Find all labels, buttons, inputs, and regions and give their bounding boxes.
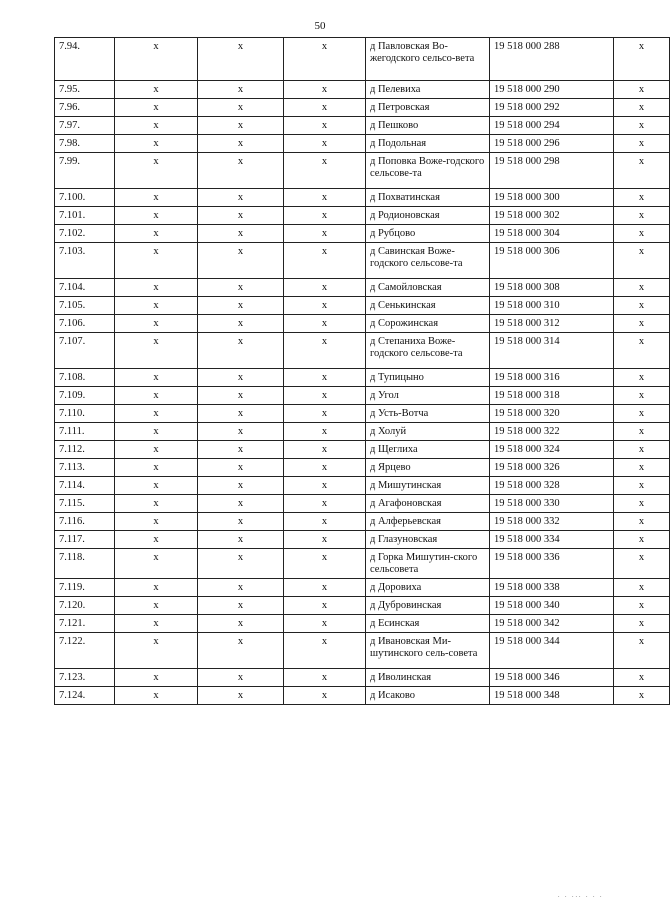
table-row [55,549,670,579]
cell-mark: х [614,669,670,687]
oktmo-code: 19 518 000 334 [490,531,614,549]
cell-mark: х [198,513,284,531]
table-row [55,153,670,189]
row-number: 7.94. [55,38,115,81]
row-number: 7.118. [55,549,115,579]
cell-mark: х [115,207,198,225]
oktmo-code: 19 518 000 288 [490,38,614,81]
oktmo-code: 19 518 000 314 [490,333,614,369]
cell-mark: х [198,243,284,279]
oktmo-code: 19 518 000 324 [490,441,614,459]
table-row [55,243,670,279]
settlement-name: д Доровиха [366,579,490,597]
cell-mark: х [284,513,366,531]
cell-mark: х [614,405,670,423]
cell-mark: х [614,633,670,669]
row-number: 7.111. [55,423,115,441]
cell-mark: х [614,549,670,579]
settlement-name: д Усть-Вотча [366,405,490,423]
settlement-name: д Похватинская [366,189,490,207]
row-number: 7.119. [55,579,115,597]
row-number: 7.115. [55,495,115,513]
row-number: 7.122. [55,633,115,669]
table-row [55,333,670,369]
cell-mark: х [284,633,366,669]
row-number: 7.100. [55,189,115,207]
cell-mark: х [284,315,366,333]
oktmo-code: 19 518 000 298 [490,153,614,189]
cell-mark: х [198,597,284,615]
cell-mark: х [284,207,366,225]
cell-mark: х [115,153,198,189]
cell-mark: х [198,81,284,99]
cell-mark: х [115,279,198,297]
cell-mark: х [284,441,366,459]
row-number: 7.103. [55,243,115,279]
cell-mark: х [198,369,284,387]
table-row [55,459,670,477]
table-row [55,81,670,99]
settlement-name: д Исаково [366,687,490,705]
cell-mark: х [614,243,670,279]
settlement-name: д Алферьевская [366,513,490,531]
cell-mark: х [115,369,198,387]
cell-mark: х [115,687,198,705]
cell-mark: х [115,597,198,615]
settlement-name: д Сенькинская [366,297,490,315]
cell-mark: х [198,531,284,549]
settlement-name: д Тупицыно [366,369,490,387]
cell-mark: х [284,279,366,297]
settlement-name: д Есинская [366,615,490,633]
cell-mark: х [198,387,284,405]
row-number: 7.107. [55,333,115,369]
cell-mark: х [614,477,670,495]
table-row [55,135,670,153]
cell-mark: х [115,117,198,135]
oktmo-code: 19 518 000 292 [490,99,614,117]
oktmo-code: 19 518 000 342 [490,615,614,633]
cell-mark: х [198,117,284,135]
oktmo-code: 19 518 000 336 [490,549,614,579]
settlement-name: д Глазуновская [366,531,490,549]
oktmo-code: 19 518 000 320 [490,405,614,423]
settlement-name: д Холуй [366,423,490,441]
row-number: 7.102. [55,225,115,243]
table-row [55,297,670,315]
cell-mark: х [284,669,366,687]
table-row [55,615,670,633]
cell-mark: х [198,477,284,495]
table-row [55,495,670,513]
cell-mark: х [284,477,366,495]
row-number: 7.108. [55,369,115,387]
cell-mark: х [198,38,284,81]
cell-mark: х [614,531,670,549]
table-row [55,477,670,495]
cell-mark: х [284,135,366,153]
oktmo-code: 19 518 000 306 [490,243,614,279]
cell-mark: х [614,315,670,333]
cell-mark: х [198,669,284,687]
table-row [55,687,670,705]
cell-mark: х [284,38,366,81]
cell-mark: х [115,189,198,207]
cell-mark: х [284,579,366,597]
cell-mark: х [198,459,284,477]
cell-mark: х [614,495,670,513]
cell-mark: х [284,597,366,615]
cell-mark: х [115,315,198,333]
table-row [55,669,670,687]
row-number: 7.124. [55,687,115,705]
cell-mark: х [614,135,670,153]
settlement-registry-table [54,37,670,705]
settlement-name: д Щеглиха [366,441,490,459]
row-number: 7.110. [55,405,115,423]
settlement-name: д Мишутинская [366,477,490,495]
oktmo-code: 19 518 000 312 [490,315,614,333]
cell-mark: х [614,597,670,615]
cell-mark: х [614,459,670,477]
cell-mark: х [614,297,670,315]
cell-mark: х [198,153,284,189]
oktmo-code: 19 518 000 302 [490,207,614,225]
oktmo-code: 19 518 000 326 [490,459,614,477]
cell-mark: х [198,315,284,333]
cell-mark: х [115,99,198,117]
cell-mark: х [198,549,284,579]
settlement-name: д Пешково [366,117,490,135]
row-number: 7.121. [55,615,115,633]
row-number: 7.106. [55,315,115,333]
cell-mark: х [198,207,284,225]
table-row [55,387,670,405]
row-number: 7.112. [55,441,115,459]
cell-mark: х [614,189,670,207]
cell-mark: х [115,243,198,279]
row-number: 7.95. [55,81,115,99]
cell-mark: х [198,135,284,153]
cell-mark: х [284,423,366,441]
row-number: 7.98. [55,135,115,153]
row-number: 7.120. [55,597,115,615]
cell-mark: х [614,441,670,459]
cell-mark: х [198,423,284,441]
cell-mark: х [115,135,198,153]
table-row [55,441,670,459]
cell-mark: х [284,225,366,243]
cell-mark: х [614,579,670,597]
table-row [55,207,670,225]
oktmo-code: 19 518 000 308 [490,279,614,297]
cell-mark: х [284,405,366,423]
oktmo-code: 19 518 000 296 [490,135,614,153]
cell-mark: х [115,669,198,687]
row-number: 7.114. [55,477,115,495]
cell-mark: х [614,225,670,243]
cell-mark: х [115,495,198,513]
cell-mark: х [115,405,198,423]
settlement-name: д Ивановская Ми-шутинского сель-совета [366,633,490,669]
cell-mark: х [198,687,284,705]
cell-mark: х [614,687,670,705]
cell-mark: х [198,441,284,459]
table-row [55,531,670,549]
settlement-name: д Горка Мишутин-ского сельсовета [366,549,490,579]
cell-mark: х [115,333,198,369]
settlement-name: д Подольная [366,135,490,153]
cell-mark: х [284,243,366,279]
oktmo-code: 19 518 000 332 [490,513,614,531]
cell-mark: х [614,99,670,117]
cell-mark: х [198,297,284,315]
cell-mark: х [614,279,670,297]
cell-mark: х [284,189,366,207]
settlement-name: д Савинская Воже-годского сельсове-та [366,243,490,279]
cell-mark: х [198,99,284,117]
cell-mark: х [284,99,366,117]
settlement-name: д Иволинская [366,669,490,687]
cell-mark: х [614,38,670,81]
oktmo-code: 19 518 000 290 [490,81,614,99]
table-row [55,225,670,243]
oktmo-code: 19 518 000 330 [490,495,614,513]
cell-mark: х [115,81,198,99]
oktmo-code: 19 518 000 310 [490,297,614,315]
cell-mark: х [614,369,670,387]
oktmo-code: 19 518 000 346 [490,669,614,687]
cell-mark: х [284,387,366,405]
cell-mark: х [198,633,284,669]
cell-mark: х [115,459,198,477]
scan-artifact: . . ... . . . [558,893,604,899]
cell-mark: х [284,117,366,135]
cell-mark: х [198,333,284,369]
row-number: 7.101. [55,207,115,225]
row-number: 7.109. [55,387,115,405]
cell-mark: х [115,633,198,669]
row-number: 7.96. [55,99,115,117]
cell-mark: х [614,81,670,99]
table-row [55,405,670,423]
table-row [55,189,670,207]
cell-mark: х [284,687,366,705]
row-number: 7.116. [55,513,115,531]
settlement-name: д Сорожинская [366,315,490,333]
table-row [55,513,670,531]
oktmo-code: 19 518 000 344 [490,633,614,669]
table-row [55,117,670,135]
table-row [55,633,670,669]
cell-mark: х [198,279,284,297]
oktmo-code: 19 518 000 304 [490,225,614,243]
page-number: 50 [314,20,326,32]
table-row [55,579,670,597]
cell-mark: х [198,495,284,513]
oktmo-code: 19 518 000 340 [490,597,614,615]
cell-mark: х [284,81,366,99]
settlement-name: д Агафоновская [366,495,490,513]
row-number: 7.104. [55,279,115,297]
oktmo-code: 19 518 000 348 [490,687,614,705]
table-row [55,38,670,81]
cell-mark: х [198,615,284,633]
cell-mark: х [115,549,198,579]
cell-mark: х [115,531,198,549]
settlement-name: д Угол [366,387,490,405]
cell-mark: х [614,153,670,189]
settlement-name: д Пелевиха [366,81,490,99]
table-row [55,369,670,387]
row-number: 7.97. [55,117,115,135]
cell-mark: х [198,189,284,207]
table-body [55,38,670,705]
cell-mark: х [614,387,670,405]
cell-mark: х [198,405,284,423]
cell-mark: х [614,207,670,225]
cell-mark: х [115,38,198,81]
cell-mark: х [115,615,198,633]
settlement-name: д Петровская [366,99,490,117]
row-number: 7.99. [55,153,115,189]
cell-mark: х [284,153,366,189]
cell-mark: х [284,549,366,579]
cell-mark: х [115,513,198,531]
cell-mark: х [614,423,670,441]
cell-mark: х [115,579,198,597]
cell-mark: х [284,333,366,369]
settlement-name: д Родионовская [366,207,490,225]
cell-mark: х [115,225,198,243]
cell-mark: х [115,387,198,405]
settlement-name: д Самойловская [366,279,490,297]
cell-mark: х [614,615,670,633]
cell-mark: х [115,297,198,315]
settlement-name: д Дубровинская [366,597,490,615]
settlement-name: д Ярцево [366,459,490,477]
settlement-name: д Павловская Во-жегодского сельсо-вета [366,38,490,81]
cell-mark: х [284,531,366,549]
row-number: 7.105. [55,297,115,315]
settlement-name: д Степаниха Воже-годского сельсове-та [366,333,490,369]
row-number: 7.123. [55,669,115,687]
table-row [55,315,670,333]
cell-mark: х [198,225,284,243]
cell-mark: х [284,297,366,315]
settlement-name: д Рубцово [366,225,490,243]
table-row [55,423,670,441]
cell-mark: х [284,615,366,633]
oktmo-code: 19 518 000 300 [490,189,614,207]
oktmo-code: 19 518 000 316 [490,369,614,387]
oktmo-code: 19 518 000 318 [490,387,614,405]
cell-mark: х [115,477,198,495]
cell-mark: х [284,495,366,513]
cell-mark: х [198,579,284,597]
cell-mark: х [614,513,670,531]
oktmo-code: 19 518 000 328 [490,477,614,495]
table-row [55,279,670,297]
cell-mark: х [614,117,670,135]
cell-mark: х [614,333,670,369]
cell-mark: х [115,423,198,441]
cell-mark: х [284,369,366,387]
oktmo-code: 19 518 000 294 [490,117,614,135]
table-row [55,99,670,117]
table-row [55,597,670,615]
oktmo-code: 19 518 000 322 [490,423,614,441]
settlement-name: д Поповка Воже-годского сельсове-та [366,153,490,189]
cell-mark: х [115,441,198,459]
oktmo-code: 19 518 000 338 [490,579,614,597]
cell-mark: х [284,459,366,477]
row-number: 7.117. [55,531,115,549]
row-number: 7.113. [55,459,115,477]
